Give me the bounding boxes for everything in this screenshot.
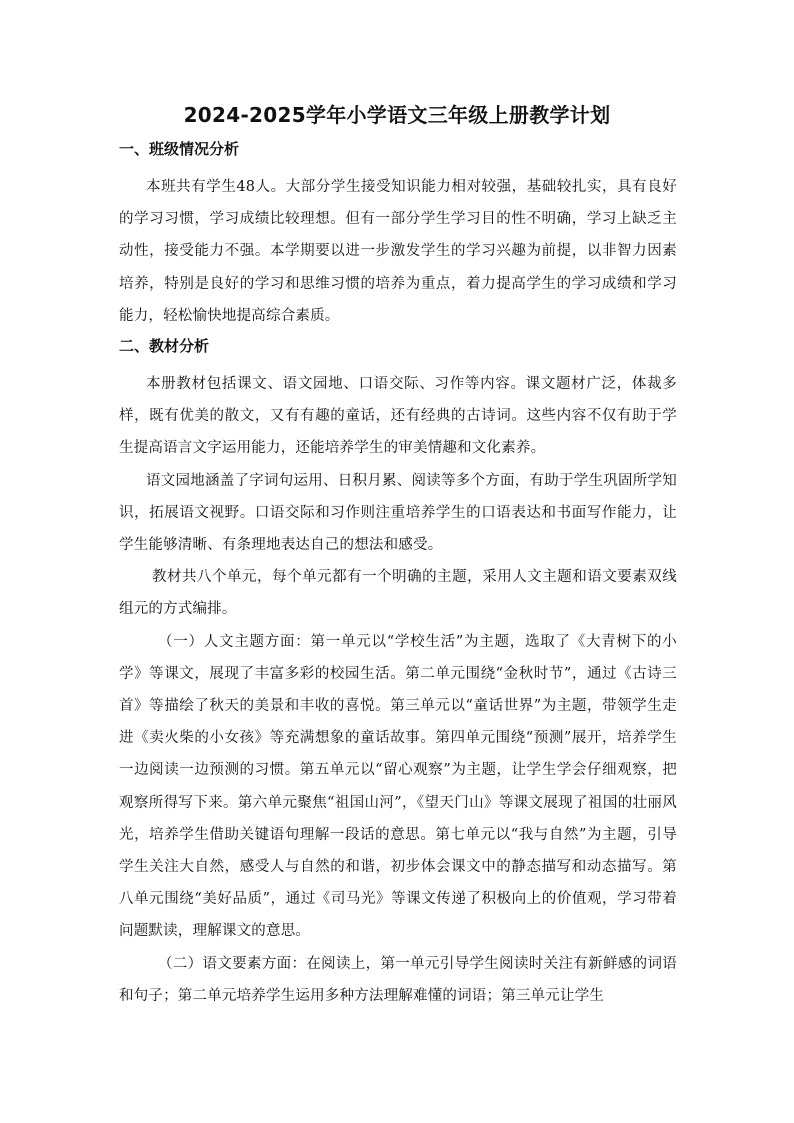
paragraph-humanistic-themes: （一）人文主题方面：第一单元以“学校生活”为主题，选取了《大青树下的小学》等课文，展现了丰富多彩的校园生活。第二单元围绕“金秋时节”，通过《古诗三首》等描绘了秋天的美景和丰收的喜悦。第三单元以“童话世界”为主题，带领学生走进《卖火柴的小女孩》等充满想象的童话故事。第四单元围绕“预测”展开，培养学生一边阅读一边预测的习惯。第五单元以“留心观察”为主题，让学生学会仔细观察，把观察所得写下来。第六单元聚焦“祖国山河”，《望天门山》等课文展现了祖国的壮丽风光，培养学生借助关键语句理解一段话的意思。第七单元以“我与自然”为主题，引导学生关注大自然，感受人与自然的和谐，初步体会课文中的静态描写和动态描写。第八单元围绕“美好品质”，通过《司马光》等课文传递了积极向上的价值观，学习带着问题默读，理解课文的意思。 xyxy=(119,633,677,940)
paragraph-language-garden: 语文园地涵盖了字词句运用、日积月累、阅读等多个方面，有助于学生巩固所学知识，拓展语文视野。口语交际和习作则注重培养学生的口语表达和书面写作能力，让学生能够清晰、有条理地表达自己的想法和感受。 xyxy=(119,472,677,554)
section-heading-textbook-analysis: 二、教材分析 xyxy=(119,337,210,356)
paragraph-textbook-content: 本册教材包括课文、语文园地、口语交际、习作等内容。课文题材广泛，体裁多样，既有优美的散文，又有有趣的童话，还有经典的古诗词。这些内容不仅有助于学生提高语言文字运用能力，还能培养学生的审美情趣和文化素养。 xyxy=(119,376,677,457)
document-body xyxy=(119,137,677,1012)
paragraph-language-elements: （二）语文要素方面：在阅读上，第一单元引导学生阅读时关注有新鲜感的词语和句子；第二单元培养学生运用多种方法理解难懂的词语；第三单元让学生 xyxy=(119,955,677,1004)
paragraph-class-analysis: 本班共有学生48人。大部分学生接受知识能力相对较强，基础较扎实，具有良好的学习习惯，学习成绩比较理想。但有一部分学生学习目的性不明确，学习上缺乏主动性，接受能力不强。本学期要以进一步激发学生的学习兴趣为前提，以非智力因素培养，特别是良好的学习和思维习惯的培养为重点，着力提高学生的学习成绩和学习能力，轻松愉快地提高综合素质。 xyxy=(119,179,677,324)
document-title: 2024-2025学年小学语文三年级上册教学计划 xyxy=(183,103,611,127)
section-heading-class-analysis: 一、班级情况分析 xyxy=(119,140,240,158)
paragraph-unit-structure: 教材共八个单元，每个单元都有一个明确的主题，采用人文主题和语文要素双线组元的方式编排。 xyxy=(119,569,677,618)
